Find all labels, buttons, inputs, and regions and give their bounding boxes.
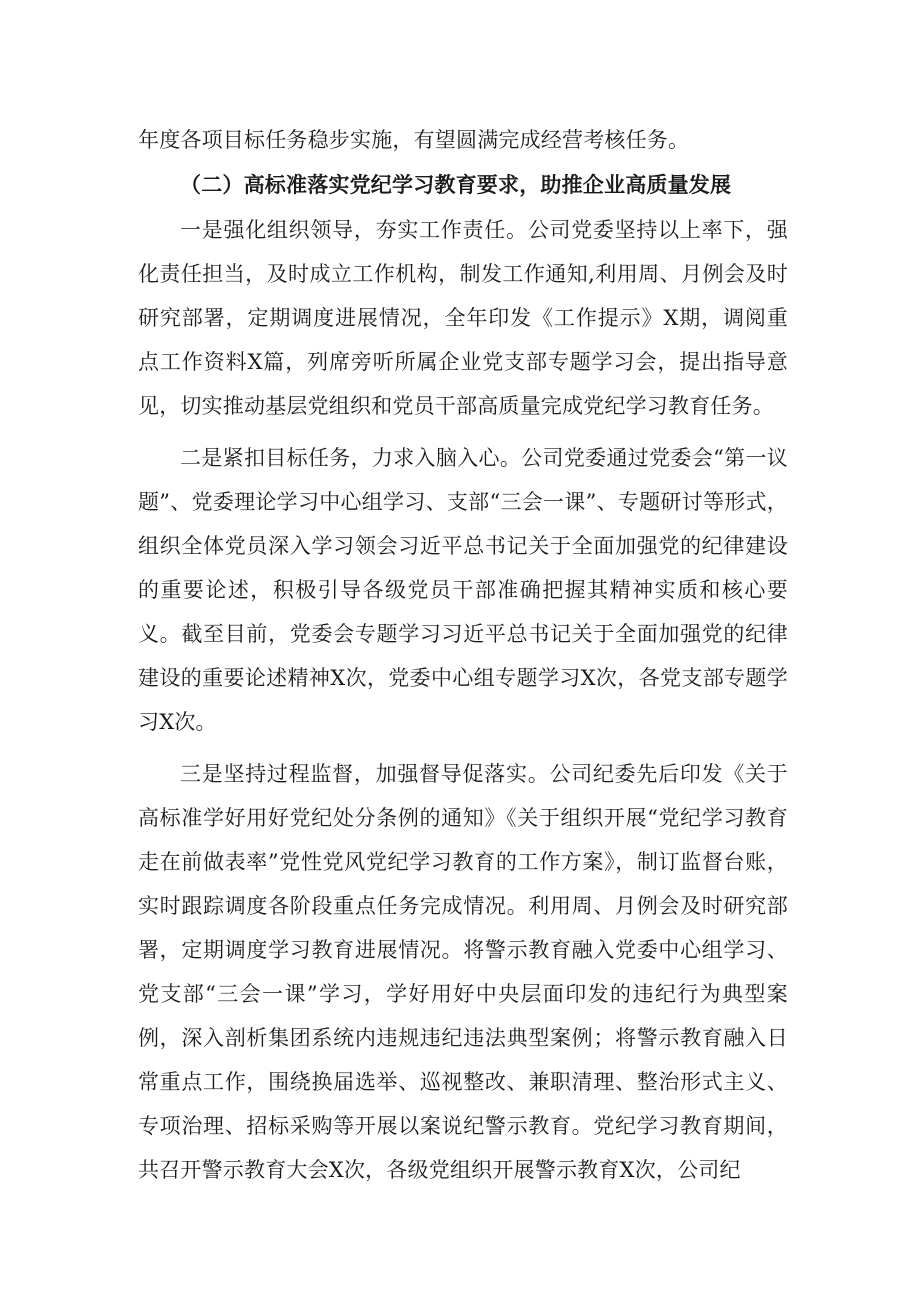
paragraph-process-supervision: 三是坚持过程监督，加强督导促落实。公司纪委先后印发《关于高标准学好用好党纪处分条例的通知》《关于组织开展“党纪学习教育走在前做表率”党性党风党纪学习教育的工作方案》，制订监督台账，实时跟踪调度各阶段重点任务完成情况。利用周、月例会及时研究部署，定期调度学习教育进展情况。将警示教育融入党委中心组学习、党支部“三会一课”学习，学好用好中央层面印发的违纪行为典型案例，深入剖析集团系统内违规违纪违法典型案例；将警示教育融入日常重点工作，围绕换届选举、巡视整改、兼职清理、整治形式主义、专项治理、招标采购等开展以案说纪警示教育。党纪学习教育期间，共召开警示教育大会X次，各级党组织开展警示教育X次，公司纪 [138, 762, 788, 1182]
section-heading: （二）高标准落实党纪学习教育要求，助推企业高质量发展 [180, 172, 732, 197]
paragraph-continuation: 年度各项目标任务稳步实施，有望圆满完成经营考核任务。 [138, 128, 690, 152]
paragraph-gap [138, 744, 788, 752]
paragraph-organization-leadership: 一是强化组织领导，夯实工作责任。公司党委坚持以上率下，强化责任担当，及时成立工作机构，制发工作通知,利用周、月例会及时研究部署，定期调度进展情况，全年印发《工作提示》X期，调阅重点工作资料X篇，列席旁听所属企业党支部专题学习会，提出指导意见，切实推动基层党组织和党员干部高质量完成党纪学习教育任务。 [138, 218, 788, 418]
paragraph-target-tasks: 二是紧扣目标任务，力求入脑入心。公司党委通过党委会“第一议题”、党委理论学习中心组学习、支部“三会一课”、专题研讨等形式，组织全体党员深入学习领会习近平总书记关于全面加强党的纪律建设的重要论述，积极引导各级党员干部准确把握其精神实质和核心要义。截至目前，党委会专题学习习近平总书记关于全面加强党的纪律建设的重要论述精神X次，党委中心组专题学习X次，各党支部专题学习X次。 [138, 446, 788, 734]
document-body [138, 118, 788, 1192]
paragraph-gap [138, 428, 788, 436]
